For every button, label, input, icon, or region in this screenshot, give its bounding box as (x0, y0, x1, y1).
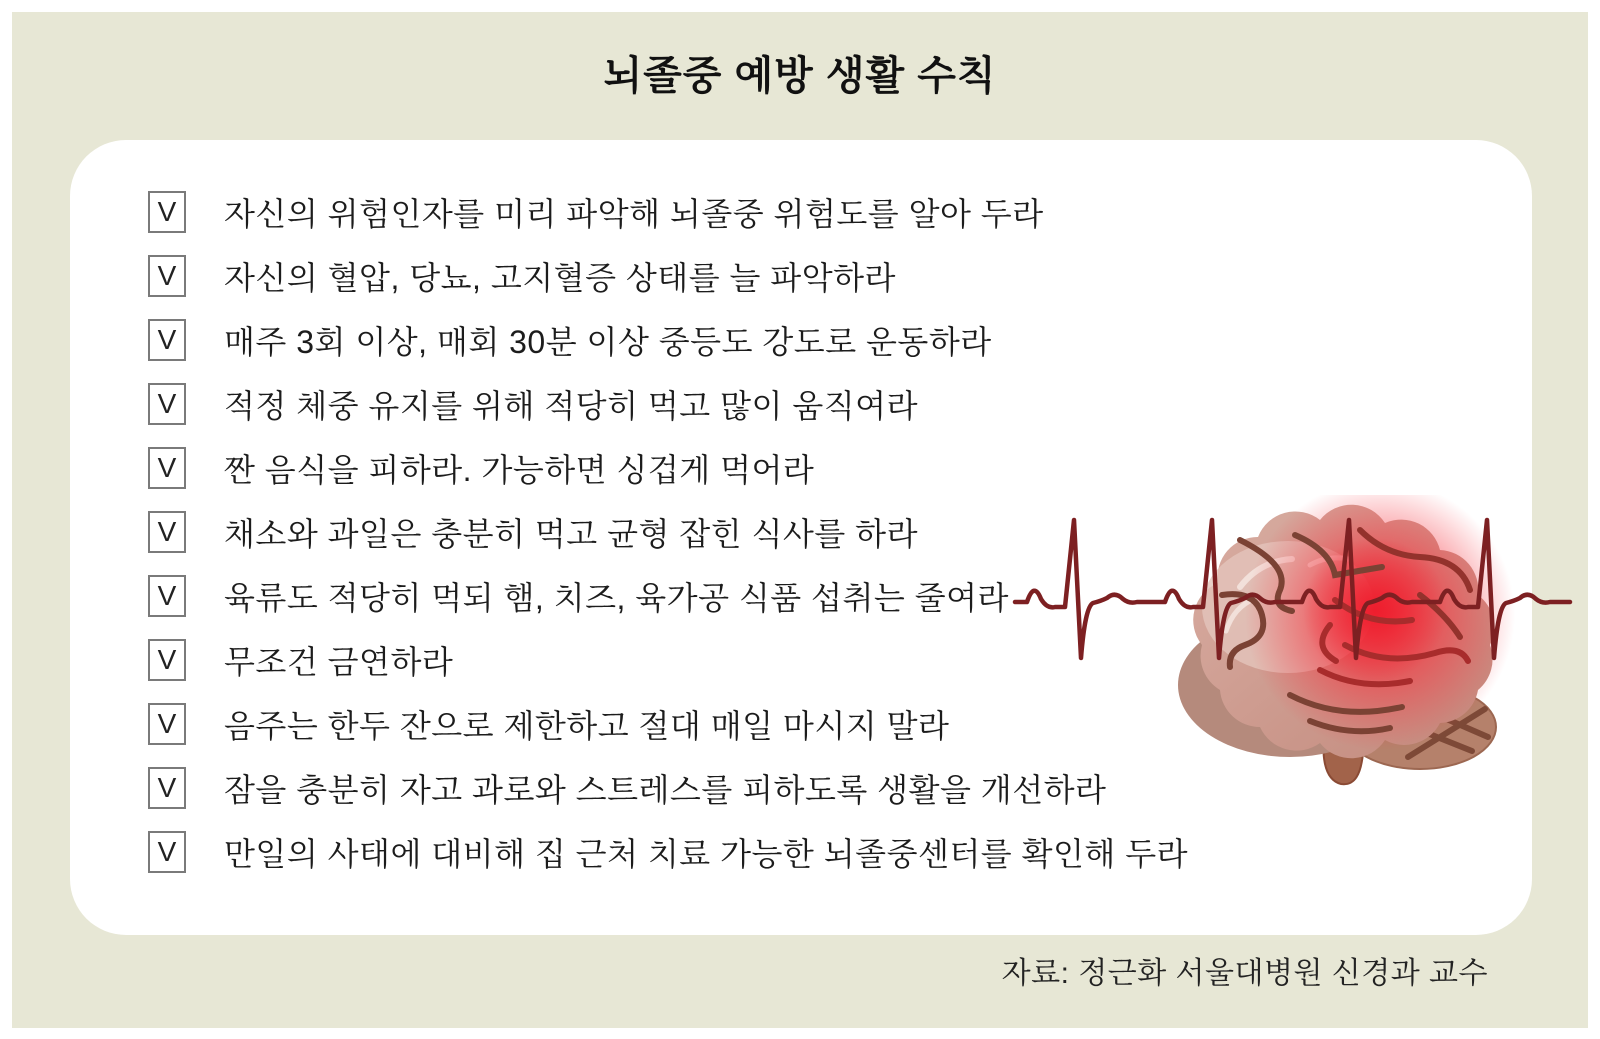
checklist-item (148, 820, 1248, 884)
checkbox-icon: V (148, 383, 186, 425)
checklist-item-label: 잠을 충분히 자고 과로와 스트레스를 피하도록 생활을 개선하라 (224, 772, 1107, 808)
brain-ekg-icon (990, 495, 1580, 815)
checkbox-icon: V (148, 767, 186, 809)
checklist-item-label: 무조건 금연하라 (224, 644, 454, 680)
checklist-item (148, 308, 1248, 372)
checkbox-icon: V (148, 831, 186, 873)
checklist-item-label: 육류도 적당히 먹되 햄, 치즈, 육가공 식품 섭취는 줄여라 (224, 580, 1009, 616)
checkbox-icon: V (148, 511, 186, 553)
checklist-item-label: 채소와 과일은 충분히 먹고 균형 잡힌 식사를 하라 (224, 516, 918, 552)
checklist-item (148, 244, 1248, 308)
checklist-card (70, 140, 1532, 935)
checkbox-icon: V (148, 703, 186, 745)
source-credit: 자료: 정근화 서울대병원 신경과 교수 (1001, 957, 1488, 990)
checklist-item-label: 매주 3회 이상, 매회 30분 이상 중등도 강도로 운동하라 (224, 324, 992, 360)
checkbox-icon: V (148, 319, 186, 361)
checkbox-icon: V (148, 575, 186, 617)
page-title: 뇌졸중 예방 생활 수칙 (603, 54, 997, 98)
checklist-item-label: 짠 음식을 피하라. 가능하면 싱겁게 먹어라 (224, 452, 815, 488)
checkbox-icon: V (148, 191, 186, 233)
checkbox-icon: V (148, 447, 186, 489)
checklist-item (148, 372, 1248, 436)
checklist-item (148, 180, 1248, 244)
checkbox-icon: V (148, 639, 186, 681)
checklist-item (148, 436, 1248, 500)
checklist-item-label: 자신의 위험인자를 미리 파악해 뇌졸중 위험도를 알아 두라 (224, 196, 1044, 232)
checklist-item-label: 자신의 혈압, 당뇨, 고지혈증 상태를 늘 파악하라 (224, 260, 896, 296)
checklist-item-label: 적정 체중 유지를 위해 적당히 먹고 많이 움직여라 (224, 388, 918, 424)
checkbox-icon: V (148, 255, 186, 297)
checklist-item-label: 만일의 사태에 대비해 집 근처 치료 가능한 뇌졸중센터를 확인해 두라 (224, 836, 1189, 872)
checklist-item-label: 음주는 한두 잔으로 제한하고 절대 매일 마시지 말라 (224, 708, 950, 744)
